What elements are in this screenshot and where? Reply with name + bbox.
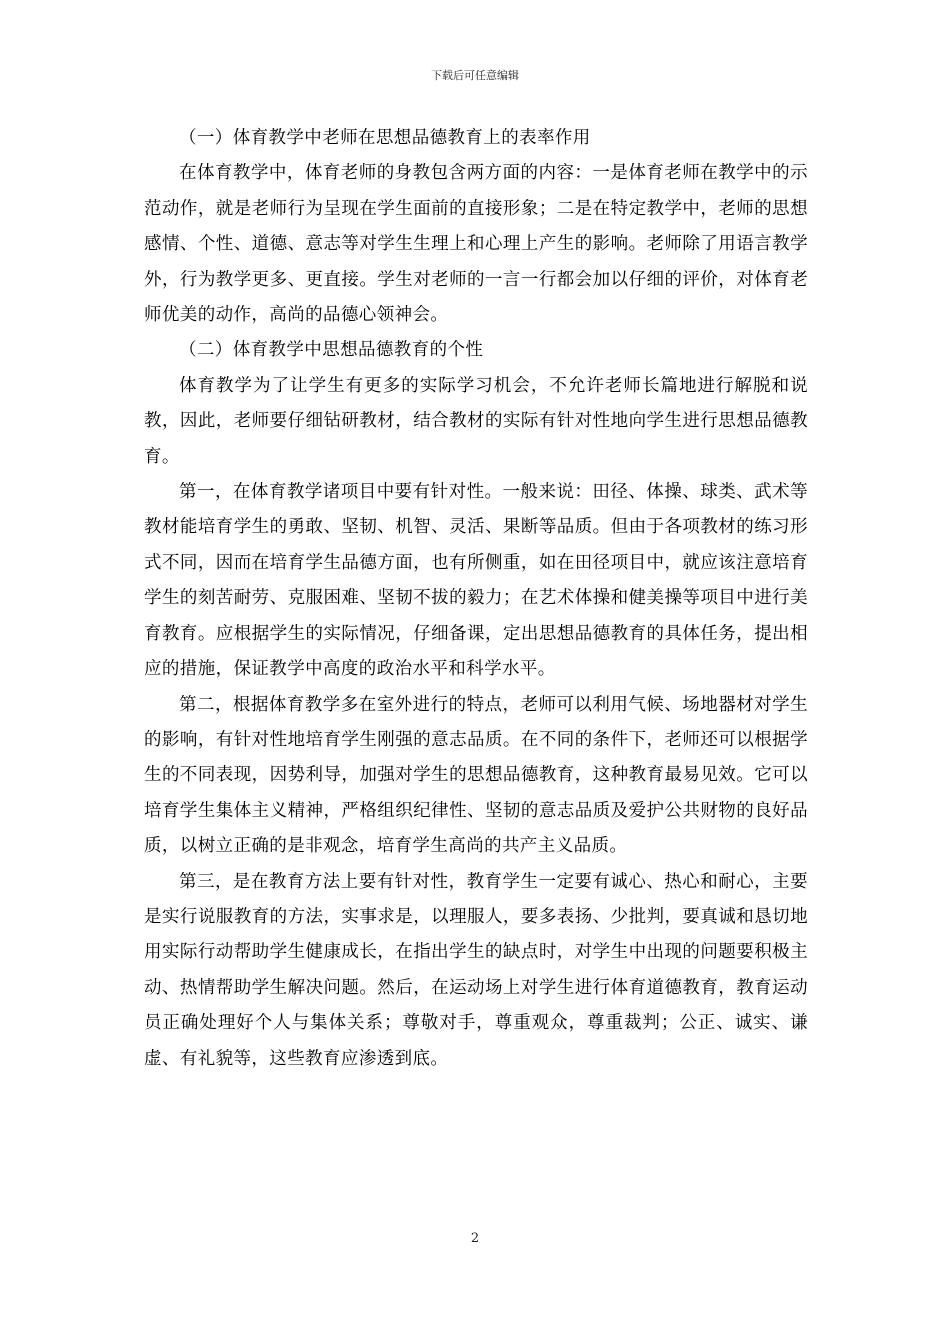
document-body [144,121,808,1077]
header-note: 下载后可任意编辑 [431,69,519,82]
paragraph-4: 第二，根据体育教学多在室外进行的特点，老师可以利用气候、场地器材对学生的影响，有针对性地培育学生刚强的意志品质。在不同的条件下，老师还可以根据学生的不同表现，因势利导，加强对学生的思想品德教育，这种教育最易见效。它可以培育学生集体主义精神，严格组织纪律性、坚韧的意志品质及爱护公共财物的良好品质，以树立正确的是非观念，培育学生高尚的共产主义品质。 [144,694,808,857]
paragraph-5: 第三，是在教育方法上要有针对性，教育学生一定要有诚心、热心和耐心，主要是实行说服教育的方法，实事求是，以理服人，要多表扬、少批判，要真诚和恳切地用实际行动帮助学生健康成长，在指出学生的缺点时，对学生中出现的问题要积极主动、热情帮助学生解决问题。然后，在运动场上对学生进行体育道德教育，教育运动员正确处理好个人与集体关系；尊敬对手，尊重观众，尊重裁判；公正、诚实、谦虚、有礼貌等，这些教育应渗透到底。 [144,871,808,1069]
section-heading-2: （二）体育教学中思想品德教育的个性 [179,340,484,361]
page-number: 2 [470,1231,480,1246]
paragraph-2: 体育教学为了让学生有更多的实际学习机会，不允许老师长篇地进行解脱和说教，因此，老师要仔细钻研教材，结合教材的实际有针对性地向学生进行思想品德教育。 [144,375,808,467]
section-heading-1: （一）体育教学中老师在思想品德教育上的表率作用 [179,128,591,148]
paragraph-1: 在体育教学中，体育老师的身教包含两方面的内容：一是体育老师在教学中的示范动作，就是老师行为呈现在学生面前的直接形象；二是在特定教学中，老师的思想感情、个性、道德、意志等对学生生理上和心理上产生的影响。老师除了用语言教学外，行为教学更多、更直接。学生对老师的一言一行都会加以仔细的评价，对体育老师优美的动作，高尚的品德心领神会。 [144,163,808,326]
paragraph-3: 第一，在体育教学诸项目中要有针对性。一般来说：田径、体操、球类、武术等教材能培育学生的勇敢、坚韧、机智、灵活、果断等品质。但由于各项教材的练习形式不同，因而在培育学生品德方面，也有所侧重，如在田径项目中，就应该注意培育学生的刻苦耐劳、克服困难、坚韧不拔的毅力；在艺术体操和健美操等项目中进行美育教育。应根据学生的实际情况，仔细备课，定出思想品德教育的具体任务，提出相应的措施，保证教学中高度的政治水平和科学水平。 [144,482,808,680]
